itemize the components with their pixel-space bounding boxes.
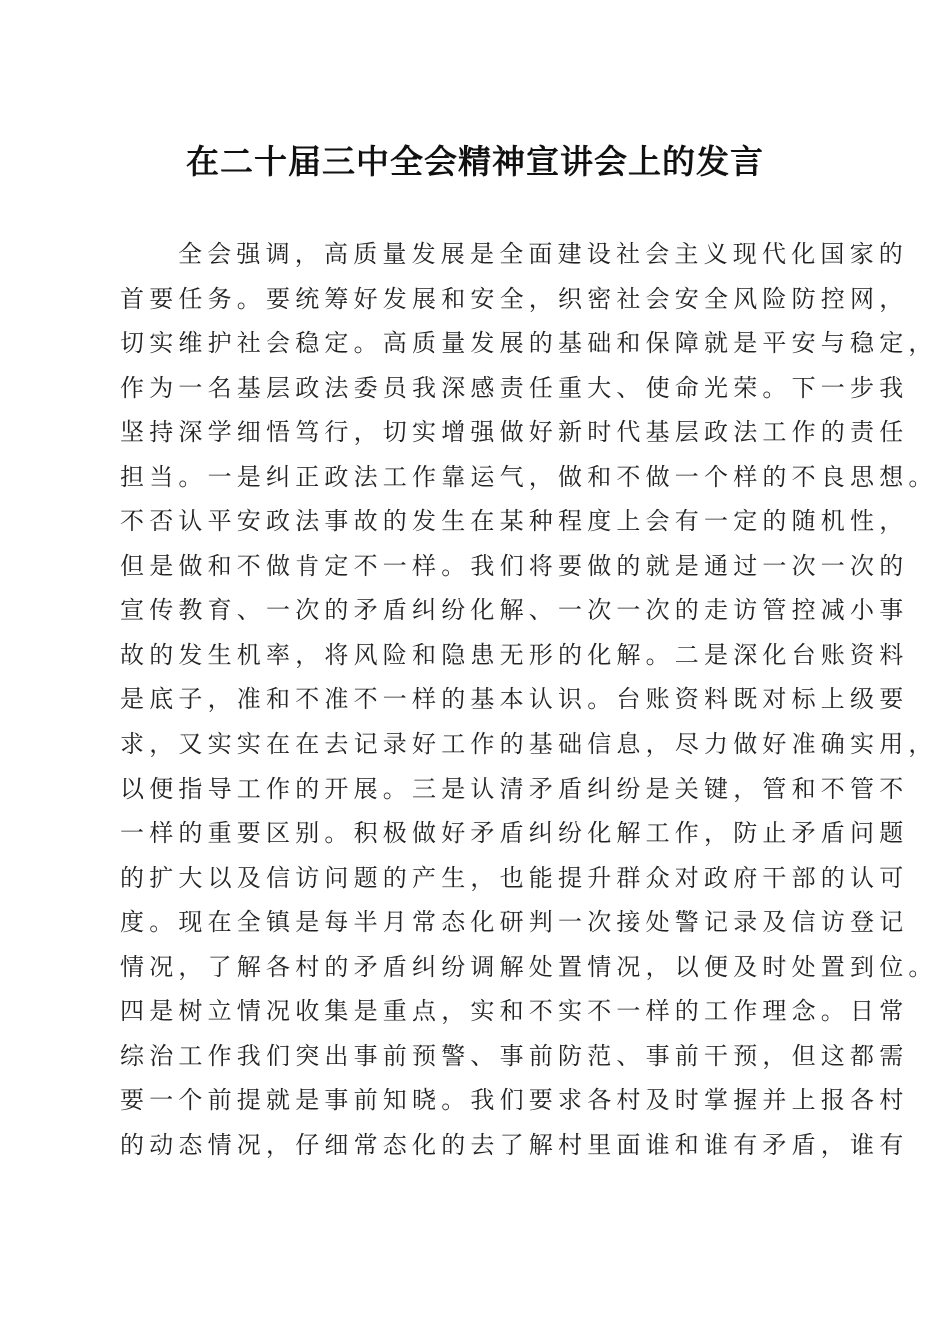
paragraph-line: 的动态情况，仔细常态化的去了解村里面谁和谁有矛盾，谁有 <box>120 1130 909 1159</box>
paragraph-line: 切实维护社会稳定。高质量发展的基础和保障就是平安与稳定， <box>120 329 938 358</box>
paragraph-line: 综治工作我们突出事前预警、事前防范、事前干预，但这都需 <box>120 1041 909 1070</box>
paragraph-line: 以便指导工作的开展。三是认清矛盾纠纷是关键，管和不管不 <box>120 774 909 803</box>
paragraph-line: 坚持深学细悟笃行，切实增强做好新时代基层政法工作的责任 <box>120 418 909 447</box>
document-title: 在二十届三中全会精神宣讲会上的发言 <box>186 142 764 181</box>
paragraph-line: 全会强调，高质量发展是全面建设社会主义现代化国家的 <box>178 240 908 268</box>
paragraph-line: 作为一名基层政法委员我深感责任重大、使命光荣。下一步我 <box>120 373 909 402</box>
paragraph-line: 一样的重要区别。积极做好矛盾纠纷化解工作，防止矛盾问题 <box>120 819 909 848</box>
paragraph-line: 情况，了解各村的矛盾纠纷调解处置情况，以便及时处置到位。 <box>120 952 938 981</box>
paragraph-line: 担当。一是纠正政法工作靠运气，做和不做一个样的不良思想。 <box>120 462 938 491</box>
paragraph-line: 的扩大以及信访问题的产生，也能提升群众对政府干部的认可 <box>120 863 909 892</box>
document-body <box>120 232 938 1167</box>
paragraph-line: 度。现在全镇是每半月常态化研判一次接处警记录及信访登记 <box>120 908 909 937</box>
paragraph-line: 宣传教育、一次的矛盾纠纷化解、一次一次的走访管控减小事 <box>120 596 909 625</box>
paragraph-line: 故的发生机率，将风险和隐患无形的化解。二是深化台账资料 <box>120 640 909 669</box>
paragraph-line: 四是树立情况收集是重点，实和不实不一样的工作理念。日常 <box>120 997 909 1026</box>
paragraph-line: 不否认平安政法事故的发生在某种程度上会有一定的随机性， <box>120 507 909 536</box>
paragraph-line: 求，又实实在在去记录好工作的基础信息，尽力做好准确实用， <box>120 730 938 759</box>
paragraph-line: 是底子，准和不准不一样的基本认识。台账资料既对标上级要 <box>120 685 909 714</box>
paragraph-line: 首要任务。要统筹好发展和安全，织密社会安全风险防控网， <box>120 284 909 313</box>
paragraph-line: 要一个前提就是事前知晓。我们要求各村及时掌握并上报各村 <box>120 1086 909 1115</box>
paragraph-line: 但是做和不做肯定不一样。我们将要做的就是通过一次一次的 <box>120 551 909 580</box>
